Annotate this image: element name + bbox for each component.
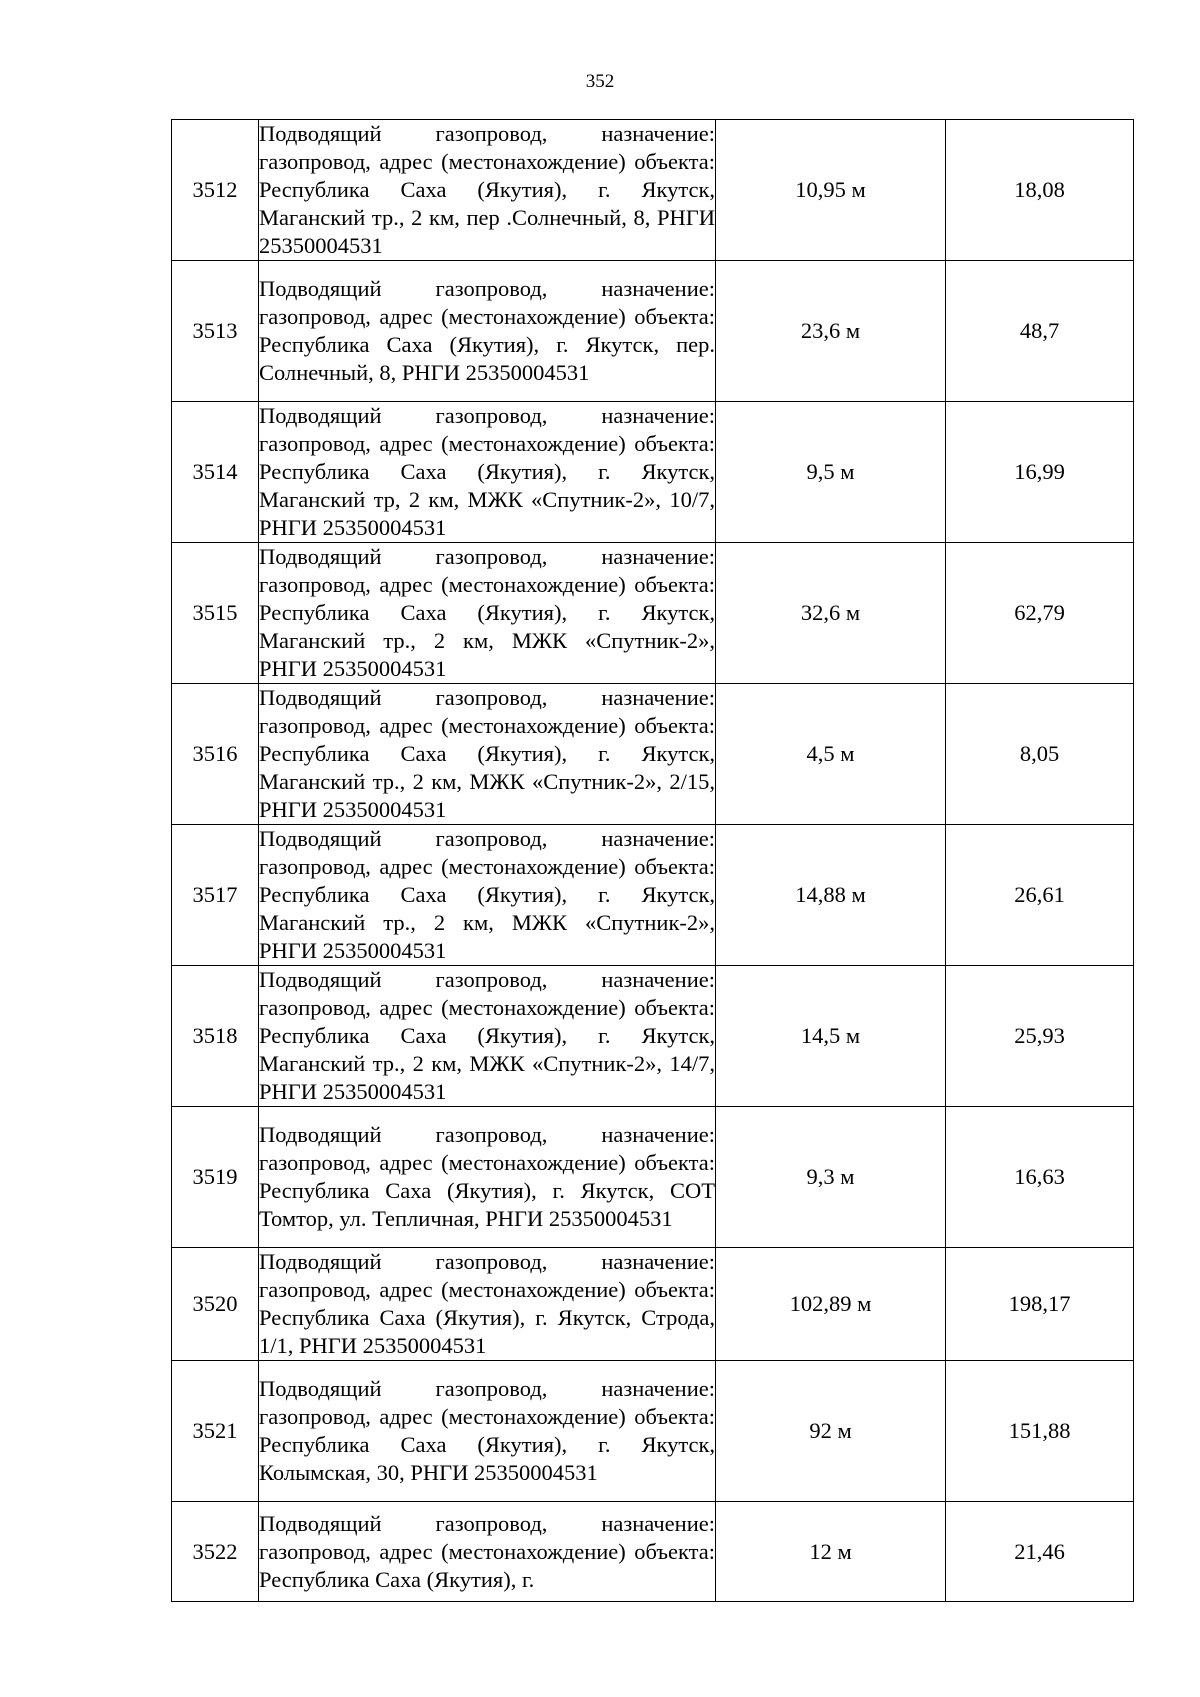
table-row — [172, 543, 1134, 684]
object-value: 16,63 — [946, 1107, 1134, 1248]
object-description: Подводящий газопровод, назначение: газопровод, адрес (местонахождение) объекта: Республика Саха (Якутия), г. Якутск, пер. Солнечный, 8, РНГИ 25350004531 — [259, 261, 716, 402]
row-number: 3516 — [172, 684, 259, 825]
row-number: 3521 — [172, 1361, 259, 1502]
object-length: 12 м — [716, 1502, 946, 1602]
object-length: 14,88 м — [716, 825, 946, 966]
table-row — [172, 120, 1134, 261]
object-length: 23,6 м — [716, 261, 946, 402]
table-row — [172, 1361, 1134, 1502]
property-registry-table — [171, 119, 1134, 1602]
row-number: 3522 — [172, 1502, 259, 1602]
object-length: 92 м — [716, 1361, 946, 1502]
object-length: 9,5 м — [716, 402, 946, 543]
object-description: Подводящий газопровод, назначение: газопровод, адрес (местонахождение) объекта: Республика Саха (Якутия), г. Якутск, СОТ Томтор, ул. Тепличная, РНГИ 25350004531 — [259, 1107, 716, 1248]
table-row — [172, 1248, 1134, 1361]
object-description: Подводящий газопровод, назначение: газопровод, адрес (местонахождение) объекта: Республика Саха (Якутия), г. Якутск, Маганский тр., 2 км, МЖК «Спутник-2», РНГИ 25350004531 — [259, 543, 716, 684]
object-value: 48,7 — [946, 261, 1134, 402]
row-number: 3514 — [172, 402, 259, 543]
row-number: 3513 — [172, 261, 259, 402]
object-description: Подводящий газопровод, назначение: газопровод, адрес (местонахождение) объекта: Республика Саха (Якутия), г. Якутск, Маганский тр., 2 км, МЖК «Спутник-2», 2/15, РНГИ 25350004531 — [259, 684, 716, 825]
object-value: 25,93 — [946, 966, 1134, 1107]
row-number: 3517 — [172, 825, 259, 966]
table-row — [172, 684, 1134, 825]
table-row — [172, 1502, 1134, 1602]
object-value: 62,79 — [946, 543, 1134, 684]
row-number: 3518 — [172, 966, 259, 1107]
object-value: 26,61 — [946, 825, 1134, 966]
object-length: 9,3 м — [716, 1107, 946, 1248]
object-value: 8,05 — [946, 684, 1134, 825]
row-number: 3519 — [172, 1107, 259, 1248]
table-row — [172, 966, 1134, 1107]
object-description: Подводящий газопровод, назначение: газопровод, адрес (местонахождение) объекта: Республика Саха (Якутия), г. Якутск, Строда, 1/1, РНГИ 25350004531 — [259, 1248, 716, 1361]
object-length: 32,6 м — [716, 543, 946, 684]
object-value: 16,99 — [946, 402, 1134, 543]
object-description: Подводящий газопровод, назначение: газопровод, адрес (местонахождение) объекта: Республика Саха (Якутия), г. Якутск, Маганский тр, 2 км, МЖК «Спутник-2», 10/7, РНГИ 25350004531 — [259, 402, 716, 543]
object-value: 198,17 — [946, 1248, 1134, 1361]
object-length: 10,95 м — [716, 120, 946, 261]
row-number: 3520 — [172, 1248, 259, 1361]
object-description: Подводящий газопровод, назначение: газопровод, адрес (местонахождение) объекта: Республика Саха (Якутия), г. Якутск, Маганский тр., 2 км, пер .Солнечный, 8, РНГИ 25350004531 — [259, 120, 716, 261]
object-value: 21,46 — [946, 1502, 1134, 1602]
object-description: Подводящий газопровод, назначение: газопровод, адрес (местонахождение) объекта: Республика Саха (Якутия), г. Якутск, Маганский тр., 2 км, МЖК «Спутник-2», РНГИ 25350004531 — [259, 825, 716, 966]
row-number: 3515 — [172, 543, 259, 684]
table-row — [172, 1107, 1134, 1248]
object-value: 18,08 — [946, 120, 1134, 261]
object-value: 151,88 — [946, 1361, 1134, 1502]
table-row — [172, 261, 1134, 402]
table-row — [172, 825, 1134, 966]
object-description: Подводящий газопровод, назначение: газопровод, адрес (местонахождение) объекта: Республика Саха (Якутия), г. Якутск, Колымская, 30, РНГИ 25350004531 — [259, 1361, 716, 1502]
object-description: Подводящий газопровод, назначение: газопровод, адрес (местонахождение) объекта: Республика Саха (Якутия), г. — [259, 1502, 716, 1602]
object-length: 102,89 м — [716, 1248, 946, 1361]
page-number: 352 — [585, 71, 615, 92]
table-row — [172, 402, 1134, 543]
row-number: 3512 — [172, 120, 259, 261]
object-length: 14,5 м — [716, 966, 946, 1107]
object-description: Подводящий газопровод, назначение: газопровод, адрес (местонахождение) объекта: Республика Саха (Якутия), г. Якутск, Маганский тр., 2 км, МЖК «Спутник-2», 14/7, РНГИ 25350004531 — [259, 966, 716, 1107]
object-length: 4,5 м — [716, 684, 946, 825]
